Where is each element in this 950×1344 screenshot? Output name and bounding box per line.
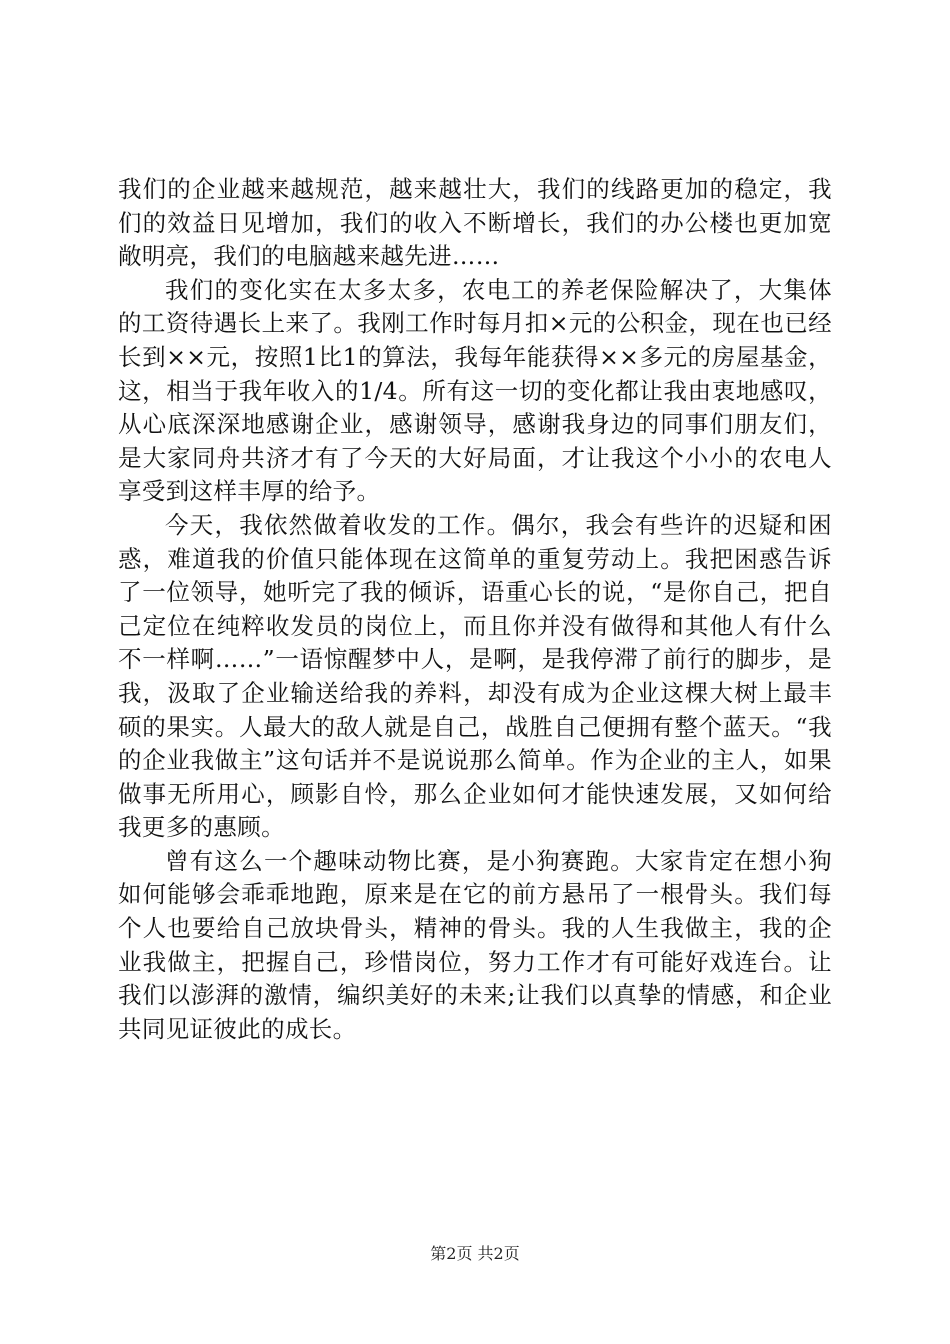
- paragraph-dog-race: 曾有这么一个趣味动物比赛，是小狗赛跑。大家肯定在想小狗如何能够会乖乖地跑，原来是在它的前方悬吊了一根骨头。我们每个人也要给自己放块骨头，精神的骨头。我的人生我做主，我的企业我做主，把握自己，珍惜岗位，努力工作才有可能好戏连台。让我们以澎湃的激情，编织美好的未来;让我们以真挚的情感，和企业共同见证彼此的成长。: [118, 846, 832, 1043]
- paragraph-today: 今天，我依然做着收发的工作。偶尔，我会有些许的迟疑和困惑，难道我的价值只能体现在这简单的重复劳动上。我把困惑告诉了一位领导，她听完了我的倾诉，语重心长的说，“是你自己，把自己定位在纯粹收发员的岗位上，而且你并没有做得和其他人有什么不一样啊……”一语惊醒梦中人，是啊，是我停滞了前行的脚步，是我，汲取了企业输送给我的养料，却没有成为企业这棵大树上最丰硕的果实。人最大的敌人就是自己，战胜自己便拥有整个蓝天。“我的企业我做主”这句话并不是说说那么简单。作为企业的主人，如果做事无所用心，顾影自怜，那么企业如何才能快速发展，又如何给我更多的惠顾。: [118, 510, 832, 842]
- paragraph-changes: 我们的变化实在太多太多，农电工的养老保险解决了，大集体的工资待遇长上来了。我刚工作时每月扣×元的公积金，现在也已经长到××元，按照1比1的算法，我每年能获得××多元的房屋基金，这，相当于我年收入的1/4。所有这一切的变化都让我由衷地感叹，从心底深深地感谢企业，感谢领导，感谢我身边的同事们朋友们，是大家同舟共济才有了今天的大好局面，才让我这个小小的农电人享受到这样丰厚的给予。: [118, 275, 832, 506]
- document-body: [118, 173, 832, 1046]
- paragraph-continued: 我们的企业越来越规范，越来越壮大，我们的线路更加的稳定，我们的效益日见增加，我们的收入不断增长，我们的办公楼也更加宽敞明亮，我们的电脑越来越先进……: [118, 175, 832, 271]
- page-number: 第2页 共2页: [430, 1244, 520, 1263]
